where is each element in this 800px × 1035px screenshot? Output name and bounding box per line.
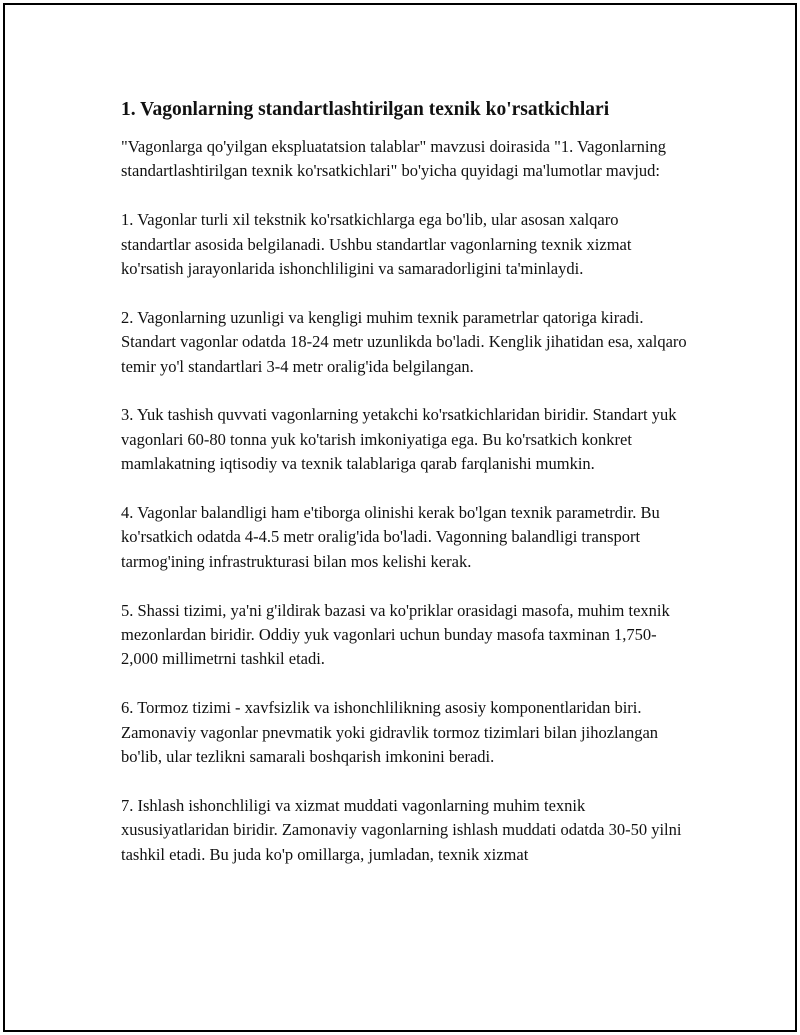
paragraph-2: 2. Vagonlarning uzunligi va kengligi muhim texnik parametrlar qatoriga kiradi. Standart vagonlar odatda 18-24 metr uzunlikda bo'ladi. Kenglik jihatidan esa, xalqaro temir yo'l standartlari 3-4 metr oralig'ida belgilangan. [121,307,687,376]
paragraph-7: 7. Ishlash ishonchliligi va xizmat muddati vagonlarning muhim texnik xususiyatlaridan biridir. Zamonaviy vagonlarning ishlash muddati odatda 30-50 yilni tashkil etadi. Bu juda ko'p omillarga, jumladan, texnik xizmat [121,795,682,864]
paragraph-6: 6. Tormoz tizimi - xavfsizlik va ishonchlilikning asosiy komponentlaridan biri. Zamonaviy vagonlar pnevmatik yoki gidravlik tormoz tizimlari bilan jihozlangan bo'lib, ular tezlikni samarali boshqarish imkonini beradi. [121,698,659,767]
paragraph-5: 5. Shassi tizimi, ya'ni g'ildirak bazasi va ko'priklar orasidagi masofa, muhim texnik mezonlardan biridir. Oddiy yuk vagonlari uchun bunday masofa taxminan 1,750-2,000 millimetrni tashkil etadi. [121,600,670,669]
paragraph-1: 1. Vagonlar turli xil tekstnik ko'rsatkichlarga ega bo'lib, ular asosan xalqaro standartlar asosida belgilanadi. Ushbu standartlar vagonlarning texnik xizmat ko'rsatish jarayonlarida ishonchliligini va samaradorligini ta'minlaydi. [121,210,632,279]
paragraph-4: 4. Vagonlar balandligi ham e'tiborga olinishi kerak bo'lgan texnik parametrdir. Bu ko'rsatkich odatda 4-4.5 metr oralig'ida bo'ladi. Vagonning balandligi transport tarmog'ining infrastrukturasi bilan mos kelishi kerak. [121,503,660,571]
document-body [121,97,691,891]
intro-paragraph: "Vagonlarga qo'yilgan ekspluatatsion talablar" mavzusi doirasida "1. Vagonlarning standartlashtirilgan texnik ko'rsatkichlari" bo'yicha quyidagi ma'lumotlar mavjud: [121,137,666,181]
page-frame [3,3,797,1032]
paragraph-3: 3. Yuk tashish quvvati vagonlarning yetakchi ko'rsatkichlaridan biridir. Standart yuk vagonlari 60-80 tonna yuk ko'tarish imkoniyatiga ega. Bu ko'rsatkich konkret mamlakatning iqtisodiy va texnik talablariga qarab farqlanishi mumkin. [121,405,677,474]
document-title: 1. Vagonlarning standartlashtirilgan texnik ko'rsatkichlari [121,99,610,120]
